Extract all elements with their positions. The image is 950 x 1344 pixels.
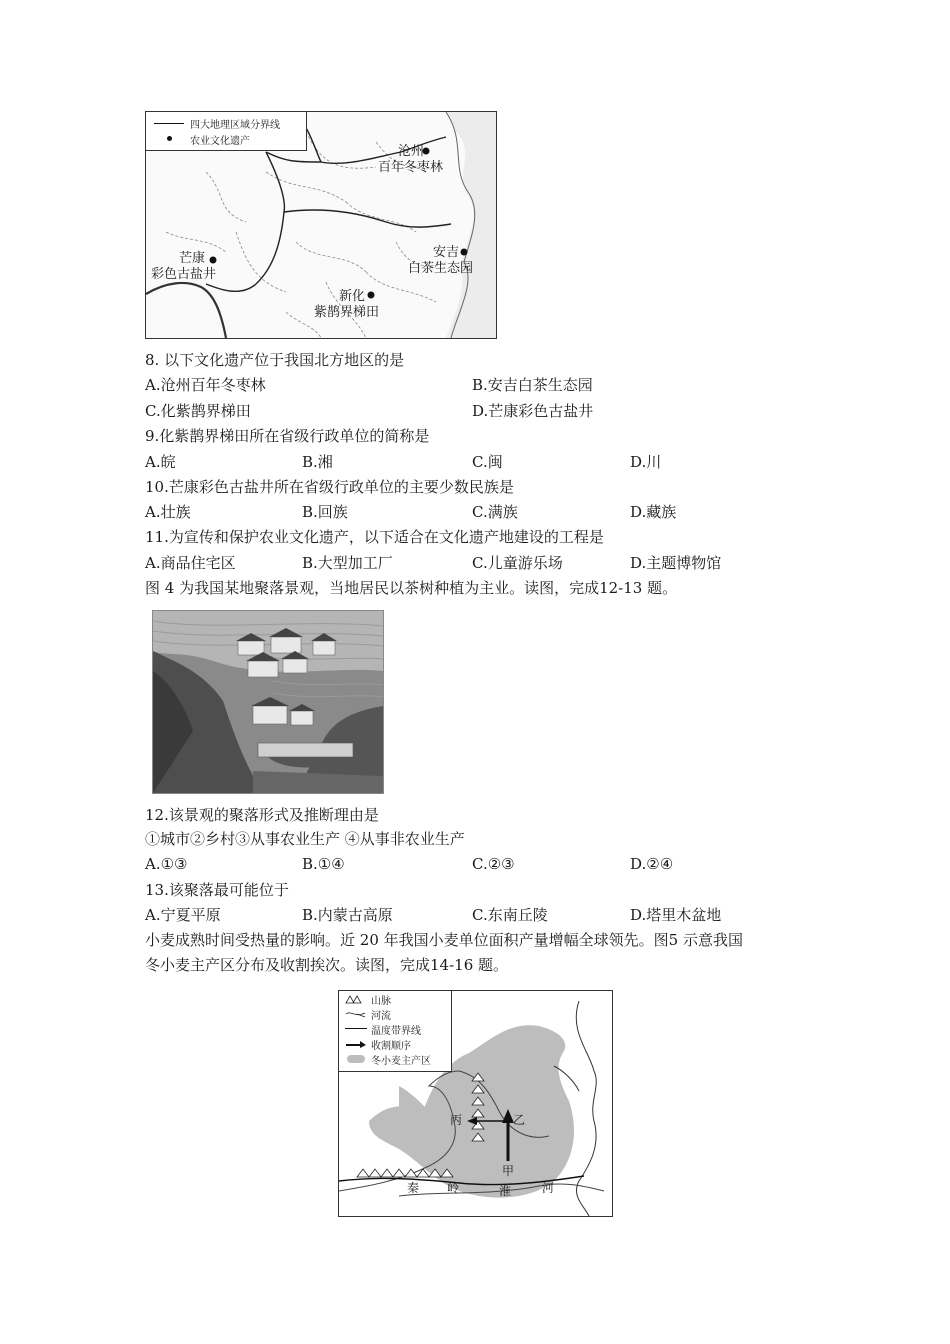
legend-heritage-label: 农业文化遗产 xyxy=(190,136,250,147)
q10-stem: 10.芒康彩色古盐井所在省级行政单位的主要少数民族是 xyxy=(145,478,514,496)
q8-stem: 8. 以下文化遗产位于我国北方地区的是 xyxy=(145,351,405,369)
q9-option-a: A.皖 xyxy=(145,453,176,471)
label-qin: 秦 xyxy=(407,1181,420,1195)
legend-zone-line xyxy=(345,1028,367,1029)
q8-option-a: A.沧州百年冬枣林 xyxy=(145,376,266,394)
legend-boundary-label: 四大地理区域分界线 xyxy=(190,120,280,131)
legend-mountain-icon xyxy=(345,994,367,1004)
legend-mountain-label: 山脉 xyxy=(371,996,391,1007)
label-mangkang-salt: 彩色古盐井 xyxy=(151,267,217,282)
settlement-photo-svg xyxy=(153,611,383,793)
settlement-photo xyxy=(152,610,384,794)
label-he: 河 xyxy=(542,1181,555,1195)
legend-boundary-line xyxy=(154,123,184,124)
q9-option-d: D.川 xyxy=(630,453,662,471)
label-mangkang: 芒康 xyxy=(179,251,206,266)
q12-option-d: D.②④ xyxy=(630,855,674,873)
label-anji: 安吉 xyxy=(433,245,460,260)
q10-option-d: D.藏族 xyxy=(630,503,677,521)
q10-option-a: A.壮族 xyxy=(145,503,191,521)
legend-river-label: 河流 xyxy=(371,1011,391,1022)
q11-option-a: A.商品住宅区 xyxy=(145,554,236,572)
heritage-map-legend xyxy=(146,112,307,151)
label-yi: 乙 xyxy=(513,1113,526,1127)
q8-option-d: D.芒康彩色古盐井 xyxy=(472,402,594,420)
wheat-map-legend xyxy=(339,991,452,1072)
q10-option-b: B.回族 xyxy=(302,503,348,521)
q12-option-c: C.②③ xyxy=(472,855,515,873)
q8-option-b: B.安吉白茶生态园 xyxy=(472,376,593,394)
intro-14-16-line2: 冬小麦主产区分布及收割挨次。读图，完成14-16 题。 xyxy=(145,956,509,974)
legend-river-icon xyxy=(345,1009,367,1019)
q12-option-a: A.①③ xyxy=(145,855,188,873)
q11-stem: 11.为宣传和保护农业文化遗产，以下适合在文化遗产地建设的工程是 xyxy=(145,528,604,546)
q9-option-b: B.湘 xyxy=(302,453,333,471)
legend-heritage-dot-icon xyxy=(167,136,172,141)
q11-option-c: C.儿童游乐场 xyxy=(472,554,563,572)
wheat-map xyxy=(338,990,613,1217)
legend-order-label: 收割顺序 xyxy=(371,1041,411,1052)
label-anji-tea: 白茶生态园 xyxy=(408,261,474,276)
legend-zone-label: 温度带界线 xyxy=(371,1026,421,1037)
legend-area-swatch xyxy=(347,1055,365,1063)
q9-stem: 9.化紫鹊界梯田所在省级行政单位的简称是 xyxy=(145,427,430,445)
q13-option-d: D.塔里木盆地 xyxy=(630,906,722,924)
label-jia: 甲 xyxy=(502,1164,515,1178)
q12-options-line: ①城市②乡村③从事农业生产 ④从事非农业生产 xyxy=(145,830,465,848)
label-huai: 淮 xyxy=(499,1184,512,1198)
q9-option-c: C.闽 xyxy=(472,453,503,471)
heritage-map xyxy=(145,111,497,339)
label-ling: 岭 xyxy=(447,1181,460,1195)
q13-option-a: A.宁夏平原 xyxy=(145,906,221,924)
q12-option-b: B.①④ xyxy=(302,855,345,873)
legend-area-label: 冬小麦主产区 xyxy=(371,1056,431,1067)
q11-option-b: B.大型加工厂 xyxy=(302,554,393,572)
legend-order-arrow-icon xyxy=(345,1039,367,1049)
label-xinhua-terrace: 紫鹊界梯田 xyxy=(314,305,380,320)
q11-option-d: D.主题博物馆 xyxy=(630,554,722,572)
intro-12-13: 图 4 为我国某地聚落景观，当地居民以茶树种植为主业。读图，完成12-13 题。 xyxy=(145,579,678,597)
q12-stem: 12.该景观的聚落形式及推断理由是 xyxy=(145,806,379,824)
q10-option-c: C.满族 xyxy=(472,503,518,521)
label-cangzhou: 沧州 xyxy=(398,144,425,159)
intro-14-16-line1: 小麦成熟时间受热量的影响。近 20 年我国小麦单位面积产量增幅全球领先。图5 示意我国 xyxy=(145,931,743,949)
label-bing: 丙 xyxy=(450,1113,463,1127)
q13-option-c: C.东南丘陵 xyxy=(472,906,548,924)
label-xinhua: 新化 xyxy=(339,289,366,304)
q8-option-c: C.化紫鹊界梯田 xyxy=(145,402,251,420)
q13-stem: 13.该聚落最可能位于 xyxy=(145,881,289,899)
q13-option-b: B.内蒙古高原 xyxy=(302,906,393,924)
label-cangzhou-forest: 百年冬枣林 xyxy=(378,160,444,175)
